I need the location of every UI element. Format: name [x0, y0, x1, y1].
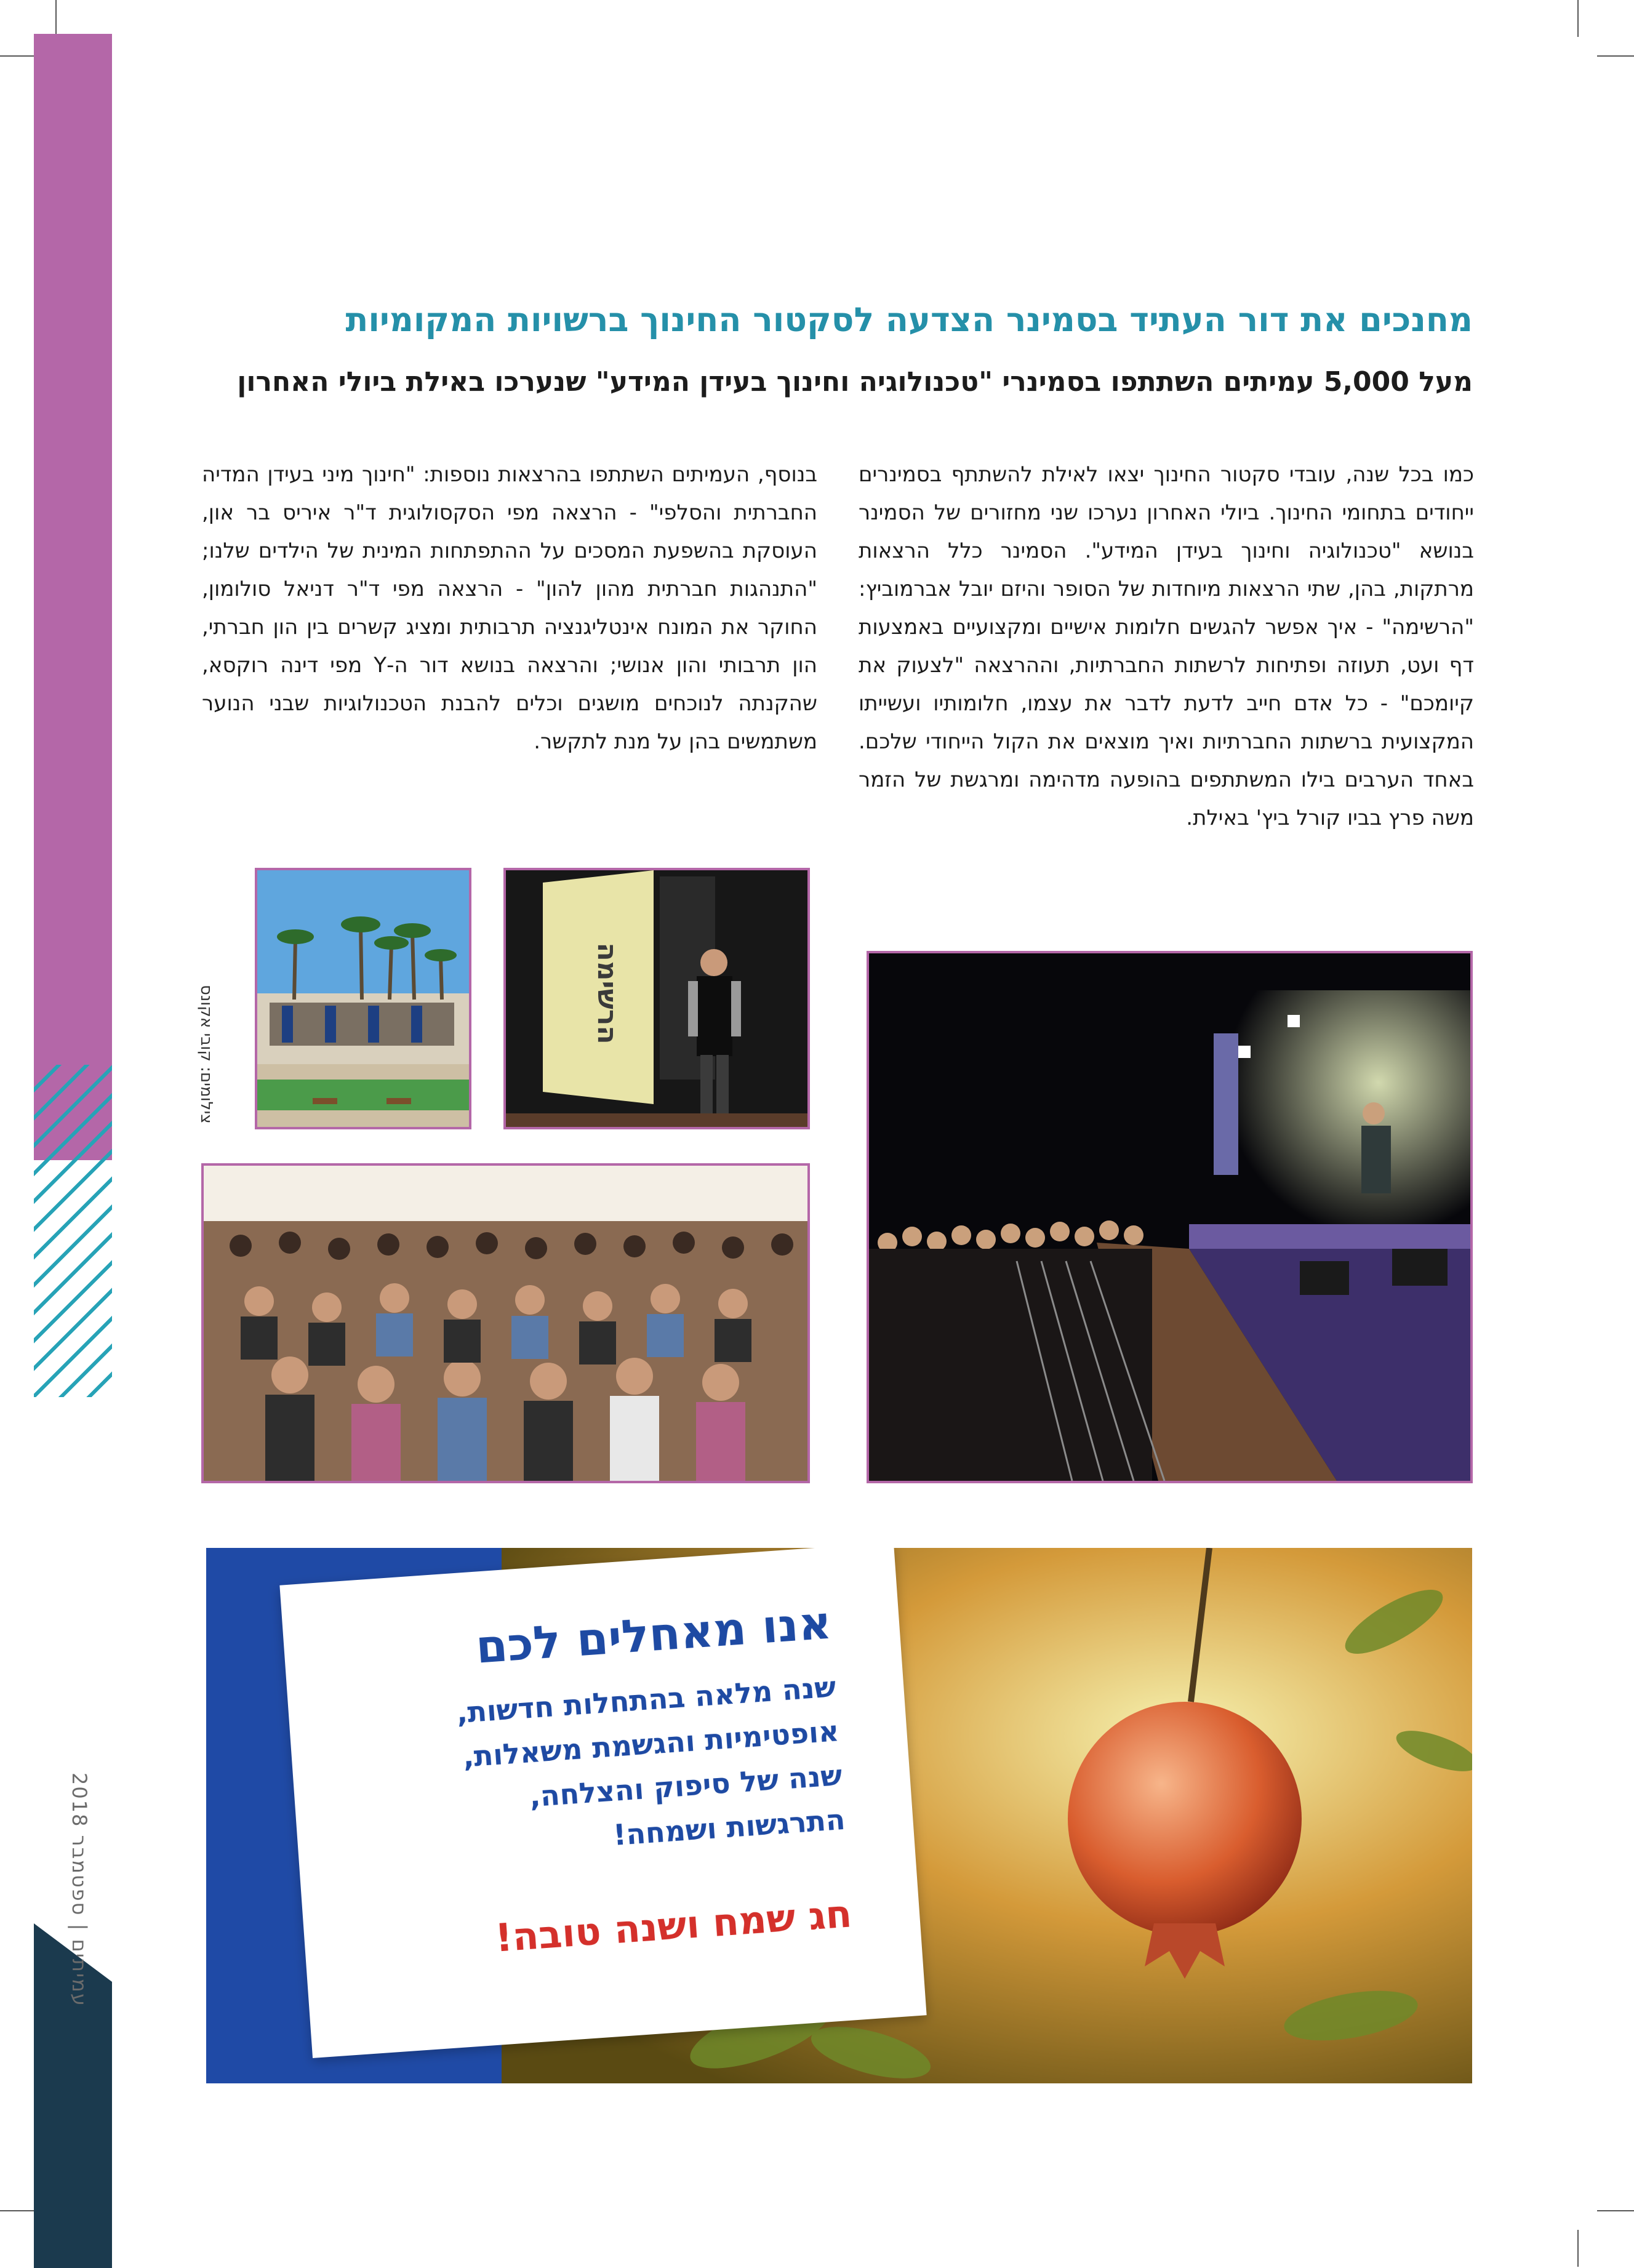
crop-mark	[1597, 2210, 1634, 2211]
crop-mark	[0, 55, 37, 57]
photo-promenade-palms	[255, 868, 471, 1129]
greeting-title: אנו מאחלים לכם	[474, 1596, 833, 1674]
crop-mark	[1597, 55, 1634, 57]
photo-speaker-on-stage	[503, 868, 810, 1129]
crop-mark	[0, 2210, 37, 2211]
article-headline: מחנכים את דור העתיד בסמינר הצדעה לסקטור החינוך ברשויות המקומיות	[345, 300, 1473, 339]
greeting-line: שנה של סיפוק והצלחה,	[528, 1758, 843, 1814]
greeting-line: שנה מלאה בהתחלות חדשות,	[455, 1670, 837, 1730]
photo-credit: צילומים: קובי אקונס	[197, 985, 215, 1124]
palm-scene-image	[257, 870, 469, 1127]
photo-concert	[867, 951, 1473, 1483]
article-column-right: כמו בכל שנה, עובדי סקטור החינוך יצאו לאילת להשתתף בסמינרים ייחודים בתחומי החינוך. ביולי האחרון נערכו שני מחזורים של הסמינר בנושא "טכנולוגיה וחינוך בעידן המידע". הסמינר כלל הרצאות מרתקות, בהן, שתי הרצאות מיוחדות של הסופר והיזם יובל אברמוביץ: "הרשימה" - איך אפשר להגשים חלומות אישיים ומקצועיים באמצעות דף ועט, תעוזה ופתיחות לרשתות החברתיות, וההרצאה "לצעוק את קיומכם" - כל אדם חייב לדעת לדבר את עצמו, חלומותיו ועשייתו המקצועית ברשתות החברתיות ואיך מוצאים את הקול הייחודי שלכם. באחד הערבים בילו המשתתפים בהופעה מדהימה ומרגשת של הזמר משה פרץ בביו קורל ביץ' באילת.	[859, 462, 1474, 830]
decorative-teal-stripes	[34, 1065, 112, 1397]
article-subheadline: מעל 5,000 עמיתים השתתפו בסמינרי "טכנולוגיה וחינוך בעידן המידע" שנערכו באילת ביולי האחרון	[237, 366, 1473, 398]
audience-scene-image	[204, 1166, 807, 1481]
holiday-greeting-banner	[206, 1548, 1472, 2083]
greeting-closing: חג שמח ושנה טובה!	[494, 1891, 854, 1961]
article-column-left: בנוסף, העמיתים השתתפו בהרצאות נוספות: "חינוך מיני בעידן המדיה החברתית והסלפי" - הרצאה מפי הסקסולוגית ד"ר איריס בר און, העוסקת בהשפעת המסכים על ההתפתחות המינית של הילדים שלנו; "התנהגות חברתית מהון להון" - הרצאה מפי ד"ר דניאל סולומון, החוקר את המונח אינטליגנציה תרבותית ומציג קשרים בין הון חברתי, הון תרבותי והון אנושי; והרצאה בנושא דור ה-Y מפי דינה רוקסא, שהקנתה לנוכחים מושגים וכלים להבנת הטכנולוגיות שבני הנוער משתמשים בהן על מנת לתקשר.	[202, 462, 817, 754]
greeting-line: אופטימיות והגשמת משאלות,	[462, 1714, 840, 1774]
concert-scene-image	[869, 953, 1470, 1481]
crop-mark	[1577, 0, 1579, 37]
page-footer: עמיתים | ספטמבר 2018	[68, 1773, 91, 2007]
speaker-scene-image	[506, 870, 807, 1127]
greeting-line: התרגשות ושמחה!	[612, 1802, 846, 1852]
crop-mark	[55, 0, 57, 37]
photo-audience	[201, 1163, 810, 1483]
crop-mark	[1577, 2230, 1579, 2267]
greeting-card	[279, 1548, 926, 2058]
decorative-purple-strip	[34, 34, 112, 1160]
stage-screen-text: הרשימה	[591, 942, 623, 1044]
